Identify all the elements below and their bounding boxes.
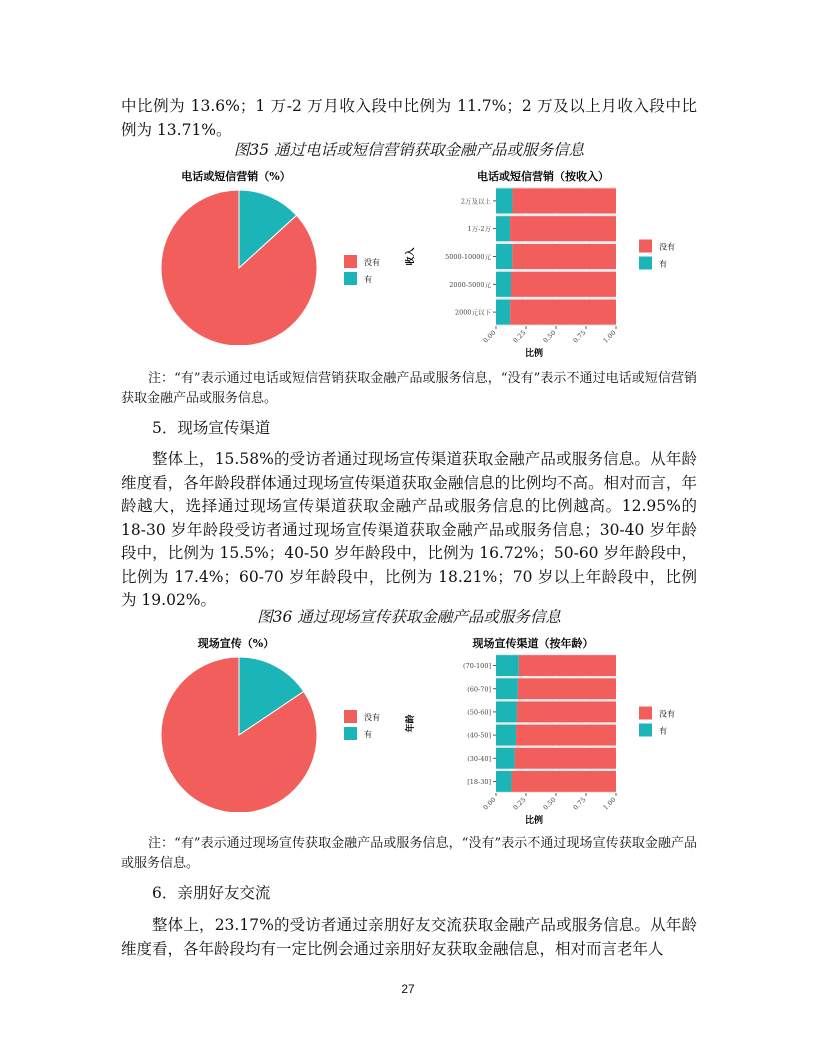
x-tick-label: 0.50 — [541, 328, 558, 345]
y-tick-label: (40-50] — [467, 731, 491, 740]
bar-yes — [496, 725, 516, 746]
x-tick-label: 0.50 — [541, 795, 558, 812]
bar-no — [512, 771, 616, 792]
x-tick-label: 0.00 — [481, 795, 498, 812]
y-tick-label: [18-30] — [467, 777, 491, 786]
bar-yes — [496, 678, 518, 699]
y-tick-label: (30-40] — [467, 754, 491, 763]
legend-swatch-yes — [639, 724, 652, 737]
bar-no — [519, 655, 616, 676]
y-axis-label: 年龄 — [406, 714, 416, 733]
y-tick-label: 2000-5000元 — [449, 280, 491, 289]
bar-yes — [496, 244, 512, 269]
y-tick-label: 1万-2万 — [467, 225, 491, 234]
legend-swatch-no — [639, 240, 652, 253]
legend — [639, 240, 675, 270]
bar-no — [510, 216, 616, 241]
figure-35-pie-chart — [150, 160, 390, 345]
section-5-heading: 5．现场宣传渠道 — [152, 419, 271, 437]
x-tick-label: 0.00 — [481, 328, 498, 345]
figure-36-caption: 图36 通过现场宣传获取金融产品或服务信息 — [257, 608, 561, 626]
bar-no — [516, 725, 616, 746]
x-axis-label: 比例 — [524, 816, 544, 826]
bar-yes — [496, 300, 510, 325]
legend-swatch-no — [344, 710, 357, 723]
figure-36-pie-chart — [150, 627, 390, 812]
figure-35-note: 注：“有”表示通过电话或短信营销获取金融产品或服务信息，“没有”表示不通过电话或短信营销获取金融产品或服务信息。 — [121, 371, 697, 406]
y-tick-label: 2000元以下 — [454, 308, 491, 317]
bar-title: 现场宣传渠道（按年龄） — [472, 637, 594, 650]
pie-title: 现场宣传（%） — [197, 637, 275, 650]
figure-35-bar-chart — [396, 160, 696, 360]
bar-yes — [496, 771, 512, 792]
legend-label: 没有 — [364, 258, 380, 267]
section-6-heading: 6．亲朋好友交流 — [152, 884, 271, 902]
bar-yes — [496, 216, 510, 241]
legend-label: 没有 — [364, 713, 380, 722]
x-tick-label: 1.00 — [601, 795, 618, 812]
legend-swatch-no — [639, 707, 652, 720]
section-6-paragraph: 整体上，23.17%的受访者通过亲朋好友交流获取金融产品或服务信息。从年龄维度看，各年龄段均有一定比例会通过亲朋好友获取金融信息，相对而言老年人 — [121, 916, 697, 958]
x-tick-label: 1.00 — [601, 328, 618, 345]
figure-35-caption: 图35 通过电话或短信营销获取金融产品或服务信息 — [233, 141, 585, 159]
x-tick-label: 0.25 — [511, 795, 528, 812]
legend-label: 有 — [659, 259, 667, 269]
legend-label: 没有 — [659, 242, 675, 252]
figure-36-bar-chart — [396, 627, 696, 827]
bar-no — [517, 701, 616, 722]
legend-label: 有 — [364, 275, 372, 284]
y-tick-label: 5000-10000元 — [445, 253, 491, 261]
x-tick-label: 0.25 — [511, 328, 528, 345]
x-tick-label: 0.75 — [571, 795, 588, 812]
figure-36-note: 注：“有”表示通过现场宣传获取金融产品或服务信息，“没有”表示不通过现场宣传获取金融产品或服务信息。 — [121, 836, 697, 871]
x-axis-label: 比例 — [524, 349, 544, 359]
y-axis-label: 收入 — [406, 247, 416, 266]
legend-label: 有 — [364, 730, 372, 739]
bar-yes — [496, 655, 519, 676]
page-number: 27 — [401, 982, 415, 996]
section-5-paragraph: 整体上，15.58%的受访者通过现场宣传渠道获取金融产品或服务信息。从年龄维度看，各年龄段群体通过现场宣传渠道获取金融信息的比例均不高。相对而言，年龄越大，选择通过现场宣传渠道获取金融产品或服务信息的比例越高。12.95%的 18-30 岁年龄段受访者通过现场宣传渠道获取金融产品或服务信息；30-40 岁年龄段中，比例为 15.5%；40-50 岁年龄段中，比例为 16.72%；50-60 岁年龄段中，比例为 17.4%；60-70 岁年龄段中，比例为 18.21%；70 岁以上年龄段中，比例为 19.02%。 — [121, 450, 697, 609]
bar-title: 电话或短信营销（按收入） — [477, 170, 609, 183]
y-tick-label: (50-60] — [467, 708, 491, 717]
bar-no — [512, 188, 616, 213]
bar-no — [518, 678, 616, 699]
legend-label: 有 — [659, 726, 667, 736]
bar-no — [510, 300, 616, 325]
bar-yes — [496, 188, 512, 213]
legend-label: 没有 — [659, 709, 675, 719]
legend-swatch-no — [344, 255, 357, 268]
legend-swatch-yes — [639, 257, 652, 270]
legend-swatch-yes — [344, 272, 357, 285]
y-tick-label: (60-70] — [467, 685, 491, 694]
bar-yes — [496, 701, 517, 722]
legend — [639, 707, 675, 737]
y-tick-label: (70-100] — [463, 662, 491, 671]
bar-no — [515, 748, 616, 769]
bar-no — [511, 272, 616, 297]
x-tick-label: 0.75 — [571, 328, 588, 345]
bar-yes — [496, 272, 511, 297]
pie-title: 电话或短信营销（%） — [181, 170, 291, 183]
y-tick-label: 2万及以上 — [460, 197, 491, 206]
bar-no — [512, 244, 616, 269]
legend-swatch-yes — [344, 727, 357, 740]
bar-yes — [496, 748, 515, 769]
paragraph-income-summary: 中比例为 13.6%；1 万-2 万月收入段中比例为 11.7%；2 万及以上月收入段中比例为 13.71%。 — [121, 97, 697, 139]
